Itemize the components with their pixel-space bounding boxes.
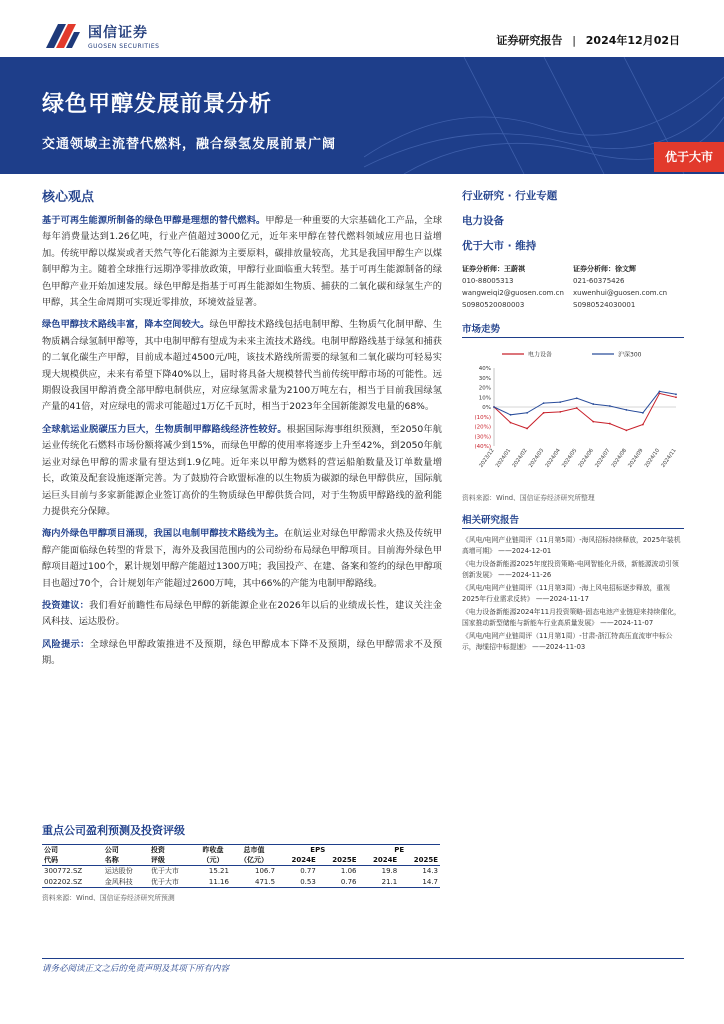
legend-label: 电力设备 — [528, 351, 553, 359]
related-report-item[interactable] — [462, 535, 684, 556]
earnings-table — [42, 844, 440, 888]
cell-code: 300772.SZ — [44, 867, 83, 876]
x-tick-label: 2024/07 — [594, 447, 612, 469]
cell-eps24: 0.53 — [277, 877, 318, 888]
data-point — [493, 406, 495, 408]
th-pe: PE — [359, 845, 441, 856]
analyst-name: 徐文辉 — [615, 265, 636, 273]
cell-name: 运达股份 — [104, 867, 133, 876]
logo-name-en: GUOSEN SECURITIES — [88, 43, 160, 50]
cell-price: 15.21 — [208, 867, 229, 876]
data-point — [625, 430, 627, 432]
analyst-card — [462, 263, 573, 311]
analyst-cert: S0980524030001 — [573, 301, 636, 309]
cell-rating: 优于大市 — [150, 867, 179, 876]
analyst-label: 证券分析师： — [573, 265, 615, 273]
analyst-name: 王蔚祺 — [504, 265, 525, 273]
table-source: 资料来源：Wind、国信证券经济研究所预测 — [42, 894, 175, 902]
cell-mcap: 106.7 — [255, 867, 276, 876]
x-tick-label: 2024/04 — [544, 447, 562, 469]
th-code-2: 代码 — [42, 855, 103, 866]
paragraph — [42, 422, 442, 520]
paragraph-text: 根据国际海事组织预测，至2050年航运业传统化石燃料市场份额将减少到15%，而绿色甲醇的使用率将逐步上升至42%，到2050年航运业对绿色甲醇的需求量有望达到1.9亿吨。近年来以甲醇为燃料的营运船舶数量及订单数量增长，政策及配套设施逐渐完善。为了鼓励符合欧盟标准的以生物质为碳源的绿色甲醇供应，国际航运巨头目前与多家新能源企业签订高价的生物质绿色甲醇供货合同，对于生物质甲醇路线的盈利能力提供充分保障。 — [42, 423, 442, 517]
data-point — [642, 412, 644, 414]
paragraph — [42, 637, 442, 670]
related-report-item[interactable] — [462, 583, 684, 604]
chart-source: 资料来源：Wind、国信证券经济研究所整理 — [462, 494, 595, 502]
report-category: 行业研究 · 行业专题 — [462, 190, 558, 202]
report-item-date: ——2024-12-01 — [498, 546, 552, 555]
logo-name-cn: 国信证券 — [88, 25, 148, 41]
cell-name: 金风科技 — [103, 877, 149, 888]
data-point — [659, 391, 661, 393]
core-viewpoints — [42, 186, 442, 676]
y-tick-label: (30%) — [474, 434, 491, 441]
data-point — [526, 412, 528, 414]
paragraph-text: 全球绿色甲醇政策推进不及预期，绿色甲醇成本下降不及预期，绿色甲醇需求不及预期。 — [42, 638, 443, 667]
analyst-email[interactable]: wangweiqi2@guosen.com.cn — [462, 289, 564, 297]
related-report-item[interactable] — [462, 559, 684, 580]
x-tick-label: 2024/10 — [643, 447, 662, 469]
analyst-list — [462, 263, 684, 311]
cell-pe25: 14.7 — [399, 877, 440, 888]
guosen-logo — [44, 22, 159, 50]
data-point — [592, 421, 594, 423]
x-tick-label: 2024/03 — [527, 447, 546, 469]
data-point — [559, 401, 561, 403]
paragraph-text: 在航运业对绿色甲醇需求火热及传统甲醇产能面临绿色转型的背景下，海外及我国范围内的公司纷纷布局绿色甲醇项目。目前海外绿色甲醇项目超过100个，累计规划甲醇产能超过1300万吨；我国投产、在建、备案和签约的绿色甲醇项目也超过70个，合计规划年产能超过2600万吨，其中66%的产能为电制甲醇路线。 — [42, 528, 443, 589]
report-item-title[interactable]: 《风电/电网产业链周评（11月第3周）-海上风电招标逐步释放，重视2025年行业需求反转》 — [462, 584, 671, 603]
earnings-forecast-section — [42, 822, 440, 902]
th-pe-2024: 2024E — [359, 855, 400, 866]
related-reports-title: 相关研究报告 — [462, 512, 684, 529]
data-point — [675, 396, 677, 398]
rating-line: 优于大市 · 维持 — [462, 240, 537, 252]
legend-label: 沪深300 — [618, 351, 642, 359]
x-tick-label: 2024/01 — [494, 447, 513, 469]
paragraph — [42, 598, 442, 631]
y-tick-label: (40%) — [474, 444, 491, 450]
data-point — [510, 414, 512, 416]
footer-divider — [42, 958, 684, 959]
report-meta — [496, 32, 680, 48]
data-point — [510, 422, 512, 424]
x-tick-label: 2024/02 — [511, 447, 529, 469]
data-point — [609, 423, 611, 425]
y-tick-label: (20%) — [474, 424, 491, 431]
core-title: 核心观点 — [42, 190, 95, 205]
analyst-cert: S0980520080003 — [462, 301, 525, 309]
meta-separator: | — [572, 34, 576, 47]
paragraph-lead: 全球航运业脱碳压力巨大，生物质制甲醇路线经济性较好。 — [42, 423, 287, 435]
th-pe-2025: 2025E — [399, 855, 440, 866]
cell-eps25: 0.76 — [318, 877, 359, 888]
paragraph — [42, 213, 442, 311]
paragraph-lead: 海内外绿色甲醇项目涌现，我国以电制甲醇技术路线为主。 — [42, 528, 284, 540]
data-point — [576, 407, 578, 409]
th-rating: 投资 — [149, 845, 195, 856]
analyst-phone: 021-60375426 — [573, 277, 625, 285]
report-item-date: ——2024-11-03 — [532, 642, 586, 651]
analyst-card — [573, 263, 684, 311]
cell-mcap: 471.5 — [231, 877, 277, 888]
related-report-item[interactable] — [462, 631, 684, 652]
report-item-title[interactable]: 《风电/电网产业链周评（11月第1周）-甘肃-浙江特高压直流审中标公示，海缆招中标提速》 — [462, 632, 673, 651]
th-mcap-2: （亿元） — [231, 855, 277, 866]
data-point — [576, 397, 578, 399]
footer-disclaimer: 请务必阅读正文之后的免责声明及其项下所有内容 — [42, 964, 230, 974]
y-tick-label: 20% — [478, 385, 491, 392]
report-item-date: ——2024-11-07 — [600, 618, 654, 627]
y-tick-label: 10% — [478, 395, 491, 402]
paragraph-lead: 风险提示： — [42, 638, 90, 650]
paragraph — [42, 317, 442, 415]
x-tick-label: 2024/05 — [561, 447, 579, 469]
data-point — [559, 411, 561, 413]
title-banner — [0, 57, 724, 174]
cell-pe25: 14.3 — [422, 867, 438, 876]
analyst-label: 证券分析师： — [462, 265, 504, 273]
report-subtitle: 交通领域主流替代燃料，融合绿氢发展前景广阔 — [42, 137, 337, 152]
y-tick-label: (10%) — [474, 414, 491, 421]
th-name: 公司 — [103, 845, 149, 856]
x-tick-label: 2024/09 — [627, 447, 645, 469]
th-price: 昨收盘 — [195, 845, 231, 856]
cell-pe24: 19.8 — [381, 867, 398, 876]
related-report-list — [462, 535, 684, 652]
paragraph — [42, 526, 442, 592]
paragraph-text: 甲醇是一种重要的大宗基础化工产品，全球每年消费量达到1.26亿吨，行业产值超过3000亿元，近年来甲醇在替代燃料领域应用也日益增加。传统甲醇以煤炭或者天然气等化石能源为主要原料，碳排放量较高，尤其是我国甲醇生产以煤制甲醇为主。随着全球推行远期净零排放政策，甲醇行业面临重大转型。基于可再生能源制备的绿色甲醇产业开始加速发展。绿色甲醇是指基于可再生能源如生物质、捕获的二氧化碳和绿氢生产的甲醇，其全生命周期可实现近零排放，环境效益显著。 — [42, 215, 443, 309]
series-line — [494, 391, 676, 414]
analyst-email[interactable]: xuwenhui@guosen.com.cn — [573, 289, 668, 297]
cell-eps25: 1.06 — [340, 867, 357, 876]
th-name-2: 名称 — [103, 855, 149, 866]
market-trend-title: 市场走势 — [462, 321, 684, 338]
th-eps: EPS — [277, 845, 358, 856]
rating-badge: 优于大市 — [654, 142, 724, 172]
th-price-2: （元） — [195, 855, 231, 866]
report-item-date: ——2024-11-17 — [535, 594, 589, 603]
x-tick-label: 2023/12 — [478, 447, 496, 469]
industry-name: 电力设备 — [462, 215, 504, 227]
cell-pe24: 21.1 — [359, 877, 400, 888]
x-tick-label: 2024/08 — [610, 447, 629, 469]
report-item-title[interactable]: 《风电/电网产业链周评（11月第5周）-海风招标持续释放，2025年装机高增可期》 — [462, 536, 681, 555]
report-type: 证券研究报告 — [496, 34, 563, 47]
th-rating-2: 评级 — [149, 855, 195, 866]
paragraph-text: 绿色甲醇技术路线包括电制甲醇、生物质气化制甲醇、生物质耦合绿氢制甲醇等，其中电制甲醇有望成为未来主流技术路线。电制甲醇路线基于绿氢和捕获的二氧化碳生产甲醇，目前成本超过4500元/吨，该技术路线所需要的绿氢和二氧化碳均可轻易实现大规模供应，未来有希望下降40%以上，届时将具备大规模替代当前传统甲醇市场的可能性。远期假设我国甲醇消费全部甲醇电制供应，对应绿氢需求量为2100万吨左右，相当于目前我国绿氢产量的41倍，对应绿电的需求可能超过1万亿千瓦时，相当于2023年全国新能源发电量的68%。 — [42, 319, 443, 413]
y-tick-label: 0% — [482, 405, 491, 411]
table-row — [42, 866, 440, 877]
data-point — [642, 424, 644, 426]
data-point — [675, 393, 677, 395]
data-point — [526, 428, 528, 430]
analyst-phone: 010-88005313 — [462, 277, 514, 285]
report-date: 2024年12月02日 — [585, 34, 680, 47]
report-item-title[interactable]: 《电力设备新能源2025年度投资策略-电网智能化升级，新能源波动引领创新发展》 — [462, 560, 679, 579]
guosen-logo-icon — [44, 22, 82, 50]
th-code: 公司 — [42, 845, 103, 856]
x-tick-label: 2024/11 — [660, 447, 678, 469]
report-title: 绿色甲醇发展前景分析 — [42, 92, 273, 117]
paragraph-lead: 绿色甲醇技术路线丰富，降本空间较大。 — [42, 319, 210, 331]
earnings-table-title: 重点公司盈利预测及投资评级 — [42, 824, 185, 837]
sidebar — [462, 188, 684, 655]
related-report-item[interactable] — [462, 607, 684, 628]
th-mcap: 总市值 — [231, 845, 277, 856]
table-row — [42, 877, 440, 888]
x-tick-label: 2024/06 — [577, 447, 595, 469]
y-tick-label: 30% — [478, 375, 491, 382]
data-point — [609, 405, 611, 407]
data-point — [592, 403, 594, 405]
cell-code: 002202.SZ — [42, 877, 103, 888]
market-trend-chart — [462, 346, 684, 486]
cell-price: 11.16 — [195, 877, 231, 888]
paragraph-lead: 投资建议： — [42, 599, 90, 611]
paragraph-text: 我们看好前瞻性布局绿色甲醇的新能源企业在2026年以后的业绩成长性，建议关注金风科技、运达股份。 — [42, 599, 442, 628]
th-eps-2024: 2024E — [277, 855, 318, 866]
cell-eps24: 0.77 — [300, 867, 316, 876]
data-point — [543, 412, 545, 414]
y-tick-label: 40% — [478, 366, 491, 372]
report-item-title[interactable]: 《电力设备新能源2024年11月投资策略-固态电池产业链迎来持续催化，国家推动新型储能与新能车行业高质量发展》 — [462, 608, 681, 627]
cell-rating: 优于大市 — [149, 877, 195, 888]
series-line — [494, 393, 676, 430]
th-eps-2025: 2025E — [318, 855, 359, 866]
data-point — [543, 402, 545, 404]
data-point — [625, 409, 627, 411]
report-item-date: ——2024-11-26 — [498, 570, 552, 579]
paragraph-lead: 基于可再生能源所制备的绿色甲醇是理想的替代燃料。 — [42, 215, 266, 226]
